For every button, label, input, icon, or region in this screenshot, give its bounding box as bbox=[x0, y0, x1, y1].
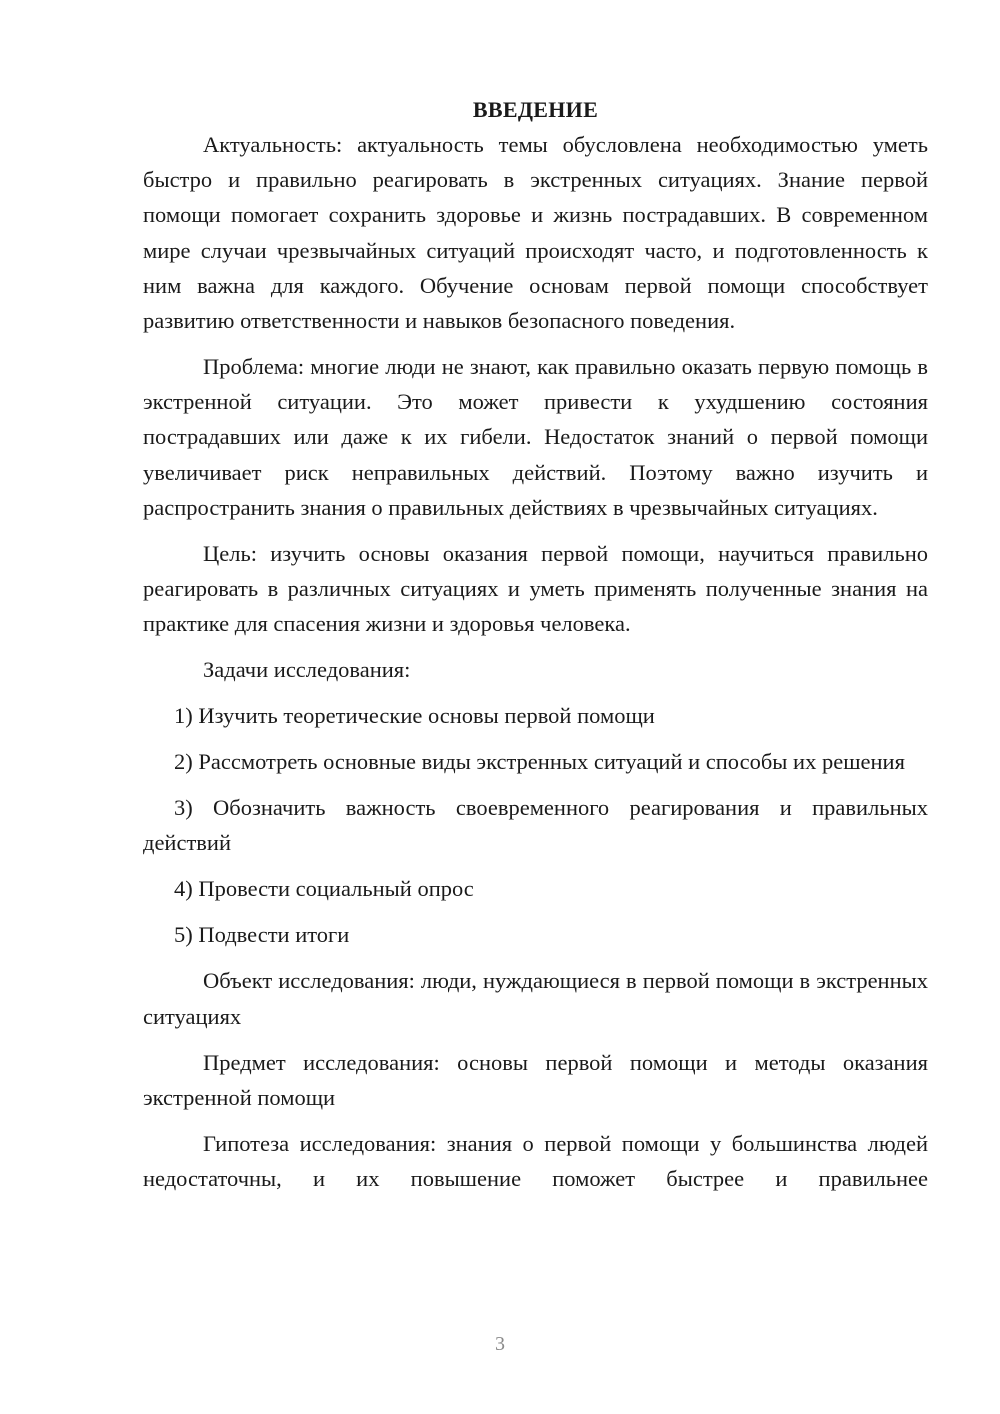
task-item-3: 3) Обозначить важность своевременного реагирования и правильных действий bbox=[143, 795, 928, 856]
page-number: 3 bbox=[495, 1333, 505, 1355]
task-item-5: 5) Подвести итоги bbox=[174, 922, 350, 948]
problem-paragraph: Проблема: многие люди не знают, как правильно оказать первую помощь в экстренной ситуации. Это может привести к ухудшению состояния пострадавших или даже к их гибели. Недостаток знаний о первой помощи увеличивает риск неправильных действий. Поэтому важно изучить и распространить знания о правильных действиях в чрезвычайных ситуациях. bbox=[143, 354, 928, 520]
task-item-4: 4) Провести социальный опрос bbox=[174, 876, 474, 902]
object-paragraph: Объект исследования: люди, нуждающиеся в первой помощи в экстренных ситуациях bbox=[143, 968, 928, 1029]
goal-paragraph: Цель: изучить основы оказания первой помощи, научиться правильно реагировать в различных ситуациях и уметь применять полученные знания на практике для спасения жизни и здоровья человека. bbox=[143, 540, 928, 637]
subject-paragraph: Предмет исследования: основы первой помощи и методы оказания экстренной помощи bbox=[143, 1049, 928, 1110]
task-item-1: 1) Изучить теоретические основы первой помощи bbox=[174, 703, 655, 729]
task-item-2: 2) Рассмотреть основные виды экстренных ситуаций и способы их решения bbox=[174, 749, 905, 775]
page-title: ВВЕДЕНИЕ bbox=[472, 97, 599, 122]
document-page bbox=[143, 92, 928, 1196]
hypothesis-paragraph: Гипотеза исследования: знания о первой помощи у большинства людей недостаточны, и их повышение поможет быстрее и правильнее bbox=[143, 1130, 928, 1192]
tasks-title: Задачи исследования: bbox=[203, 657, 411, 683]
relevance-paragraph: Актуальность: актуальность темы обусловлена необходимостью уметь быстро и правильно реагировать в экстренных ситуациях. Знание первой помощи помогает сохранить здоровье и жизнь пострадавших. В современном мире случаи чрезвычайных ситуаций происходят часто, и подготовленность к ним важна для каждого. Обучение основам первой помощи способствует развитию ответственности и навыков безопасного поведения. bbox=[143, 132, 928, 334]
